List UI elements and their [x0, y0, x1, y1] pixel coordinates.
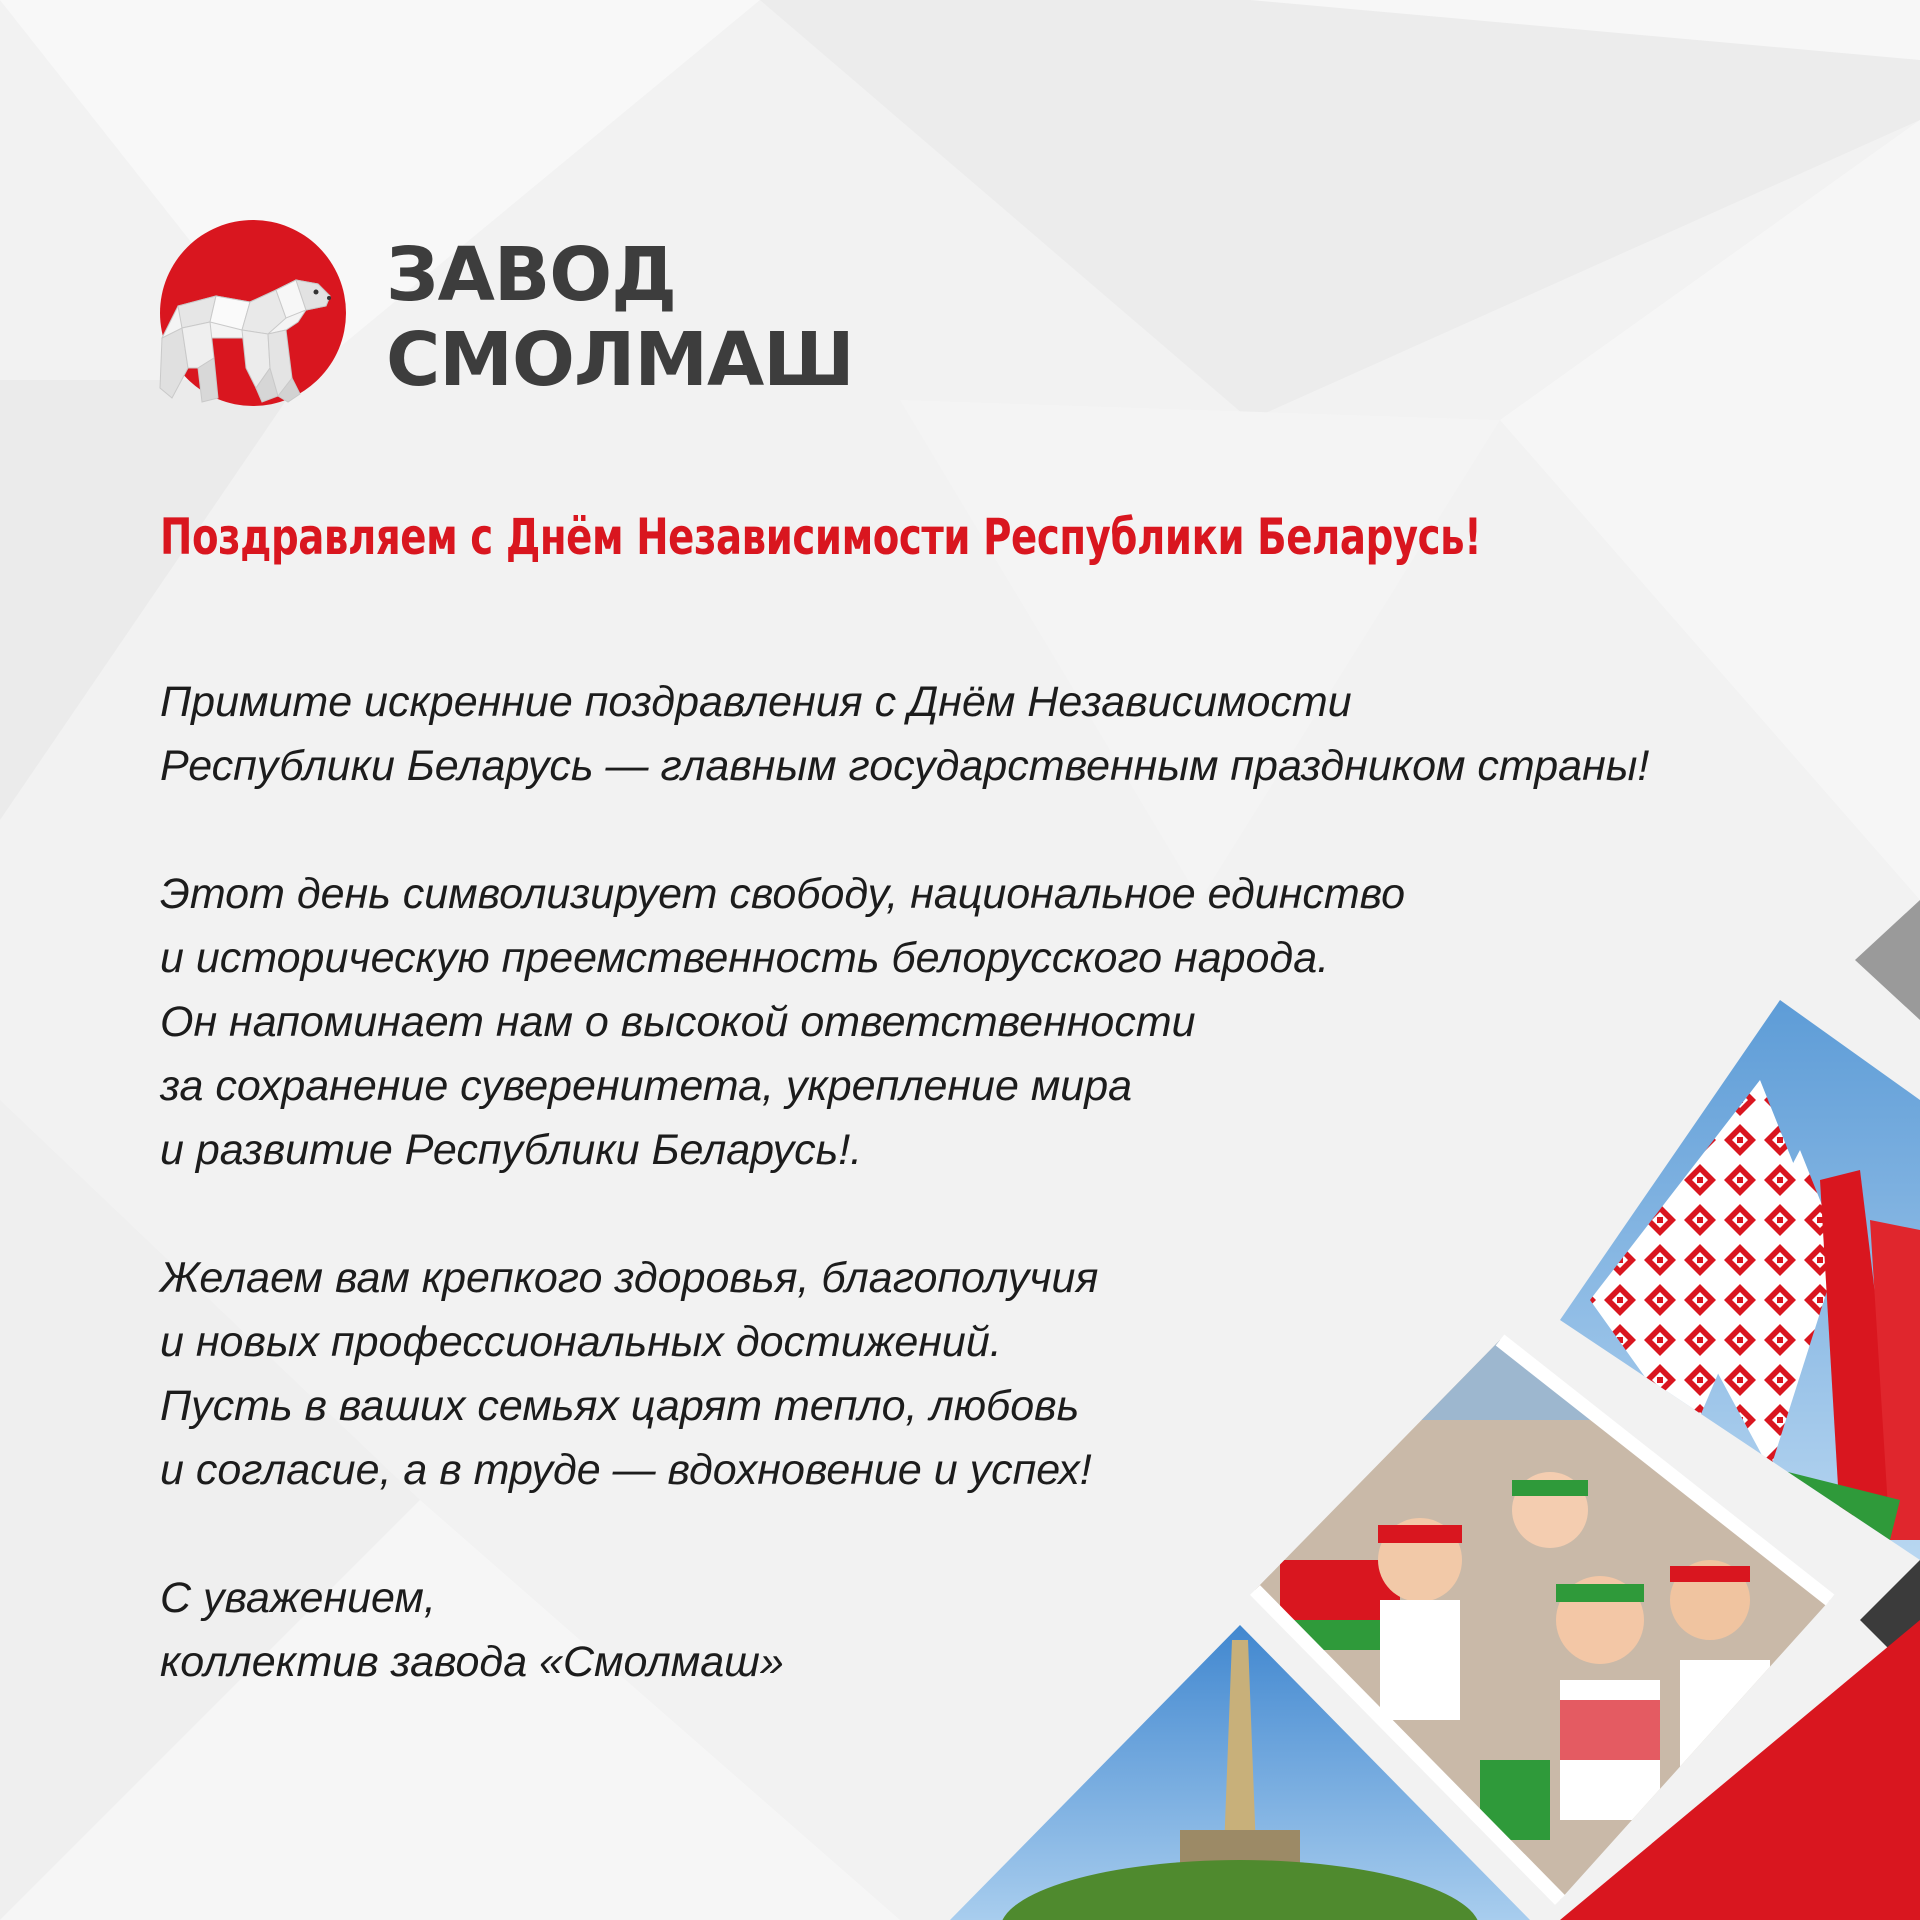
letter-line: Республики Беларусь — главным государственным праздником страны!: [160, 742, 1650, 790]
signature-line: коллектив завода «Смолмаш»: [160, 1638, 784, 1686]
letter-line: Этот день символизирует свободу, национальное единство: [160, 870, 1406, 918]
gray-facet: [1855, 900, 1920, 1020]
letter-line: и развитие Республики Беларусь!.: [160, 1126, 863, 1174]
letter-line: Примите искренние поздравления с Днём Независимости: [160, 678, 1352, 726]
letter-line: Он напоминает нам о высокой ответственности: [160, 998, 1196, 1046]
logo-text-line1: ЗАВОД: [386, 232, 677, 318]
letter-line: и историческую преемственность белорусского народа.: [160, 934, 1330, 982]
letter-line: Пусть в ваших семьях царят тепло, любовь: [160, 1382, 1080, 1430]
letter-line: и новых профессиональных достижений.: [160, 1318, 1002, 1366]
letter-line: и согласие, а в труде — вдохновение и успех!: [160, 1446, 1092, 1494]
letter-line: Желаем вам крепкого здоровья, благополучия: [160, 1254, 1099, 1302]
signature-line: С уважением,: [160, 1574, 436, 1622]
letter-line: за сохранение суверенитета, укрепление мира: [160, 1062, 1133, 1110]
page-title: Поздравляем с Днём Независимости Республики Беларусь!: [160, 508, 1482, 566]
logo-text-line2: СМОЛМАШ: [386, 317, 854, 403]
